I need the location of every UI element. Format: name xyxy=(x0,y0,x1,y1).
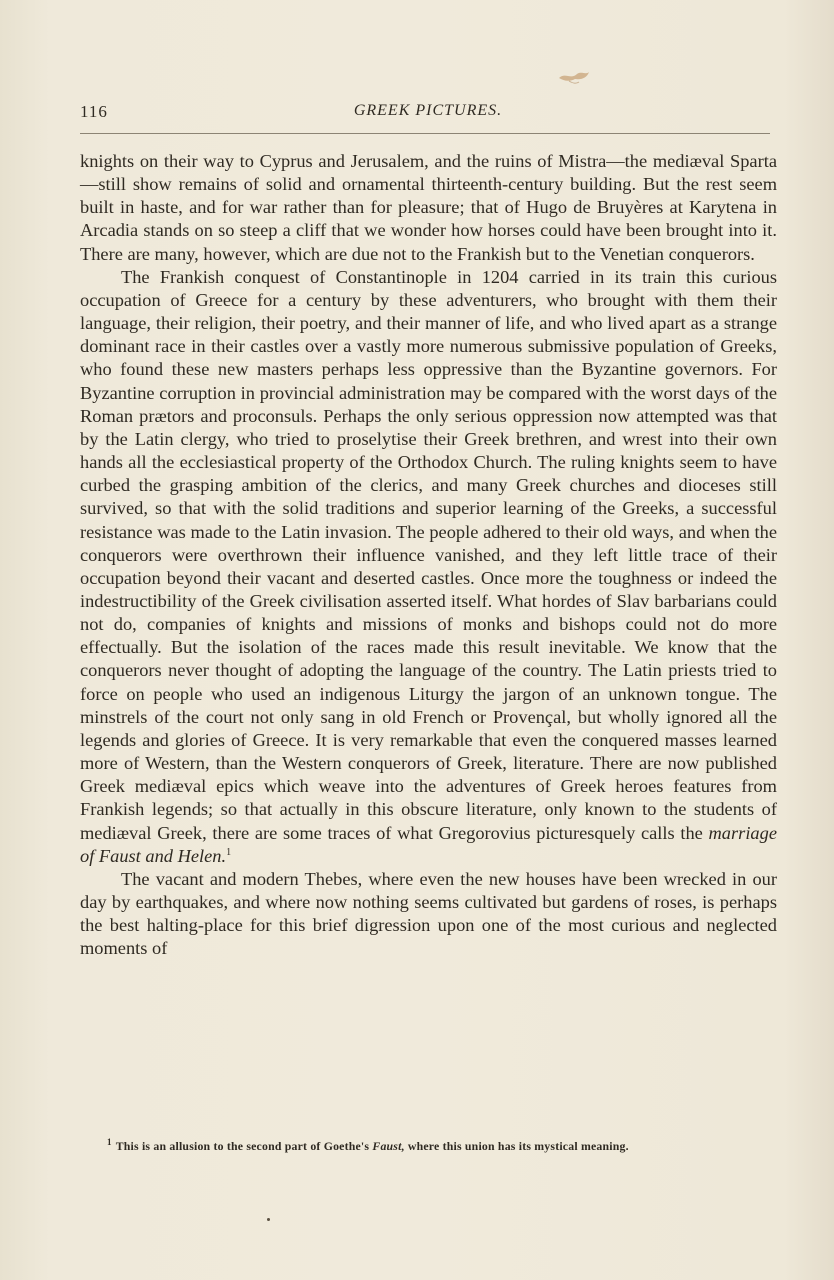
ink-stain xyxy=(557,66,591,86)
paper-speck xyxy=(267,1218,270,1221)
paragraph-2-text: The Frankish conquest of Constantinople in 1204 carried in its train this curious occupation of Greece for a century by these adventurers, who brought with them their language, their religion, their poetry, and their manner of life, and who lived apart as a strange dominant race in their castles over a vastly more numerous submissive population of Greeks, who found these new masters perhaps less oppressive than the Byzantine governors. For Byzantine corruption in provincial administration may be compared with the worst days of the Roman prætors and proconsuls. Perhaps the only serious oppression now attempted was that by the Latin clergy, who tried to proselytise their Greek brethren, and wrest into their own hands all the ecclesiastical property of the Orthodox Church. The ruling knights seem to have curbed the grasping ambition of the clerics, and many Greek churches and dioceses still survived, so that with the solid traditions and superior learning of the Greeks, a successful resistance was made to the Latin invasion. The people adhered to their old ways, and when the conquerors were overthrown their influence vanished, and they left little trace of their occupation beyond their vacant and deserted castles. Once more the toughness or indeed the indestructibility of the Greek civilisation asserted itself. What hordes of Slav barbarians could not do, companies of knights and missions of monks and bishops could not do more effectually. But the isolation of the races made this result inevitable. We know that the conquerors never thought of adopting the language of the country. The Latin priests tried to force on people who used an indigenous Liturgy the jargon of an unknown tongue. The minstrels of the court not only sang in old French or Provençal, but wholly ignored all the legends and glories of Greece. It is very remarkable that even the conquered masses learned more of Western, than the Western conquerors of Greek, literature. There are now published Greek mediæval epics which weave into the adventures of Greek heroes features from Frankish legends; so that actually in this obscure literature, only known to the students of mediæval Greek, there are some traces of what Gregorovius picturesquely calls the xyxy=(80,266,777,843)
footnote-reference: 1 xyxy=(226,846,232,858)
running-head: GREEK PICTURES. xyxy=(353,102,503,119)
paragraph-2 xyxy=(80,266,777,868)
paragraph-1: knights on their way to Cyprus and Jerusalem, and the ruins of Mistra—the mediæval Sparta—still show remains of solid and ornamental thirteenth-century building. But the rest seem built in haste, and for war rather than for pleasure; that of Hugo de Bruyères at Karytena in Arcadia stands on so steep a cliff that we wonder how horses could have been brought into it. There are many, however, which are due not to the Frankish but to the Venetian conquerors. xyxy=(80,151,777,264)
footnote-italic-title: Faust, xyxy=(372,1139,405,1153)
italic-phrase: marriage of Faust and Helen. xyxy=(80,822,777,866)
footnote xyxy=(107,1138,777,1154)
footnote-mark: 1 xyxy=(107,1137,112,1148)
footnote-text-after: where this union has its mystical meaning. xyxy=(407,1139,629,1153)
header-rule xyxy=(80,133,770,134)
page-number: 116 xyxy=(80,102,108,121)
footnote-text-before: This is an allusion to the second part of Goethe's xyxy=(115,1139,370,1153)
page-header xyxy=(80,102,776,132)
body-text xyxy=(80,150,777,960)
paragraph-3: The vacant and modern Thebes, where even the new houses have been wrecked in our day by earthquakes, and where now nothing seems cultivated but gardens of roses, is perhaps the best halting-place for this brief digression upon one of the most curious and neglected moments of xyxy=(80,868,777,959)
